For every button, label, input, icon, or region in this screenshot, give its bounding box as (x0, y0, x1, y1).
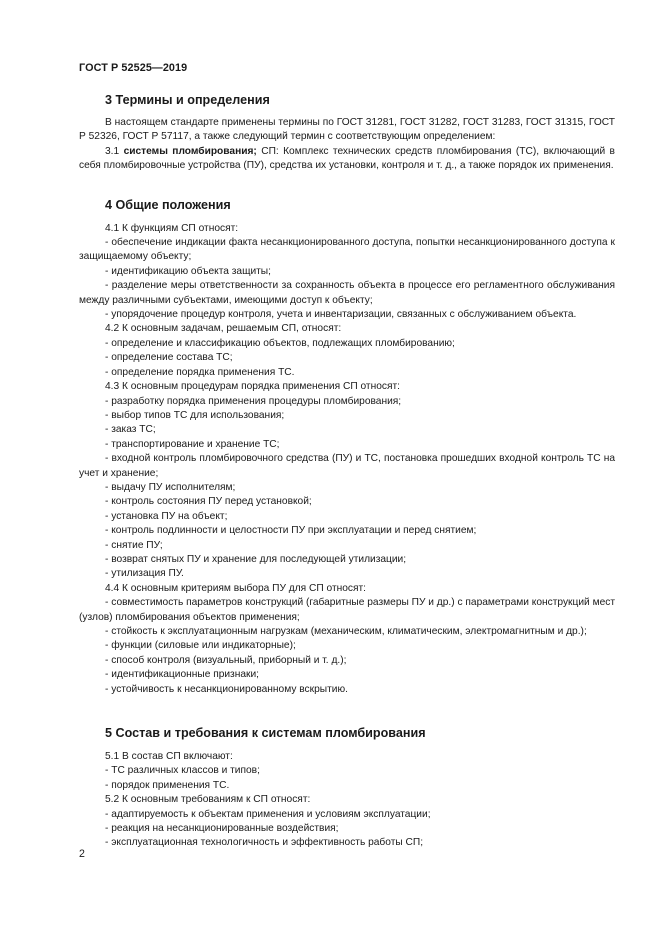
clause-4-3: 4.3 К основным процедурам порядка применения СП относят: (105, 381, 400, 393)
term-3-1 (79, 145, 615, 174)
list-item: - функции (силовые или индикаторные); (105, 640, 296, 652)
list-item: - снятие ПУ; (105, 539, 163, 551)
list-item: - разделение меры ответственности за сохранность объекта в процессе его регламентного обслуживания между различными субъектами, имеющими доступ к объекту; (79, 280, 615, 306)
term-name: системы пломбирования; (123, 145, 257, 157)
list-item: - стойкость к эксплуатационным нагрузкам (механическим, климатическим, электромагнитным и др.); (105, 626, 587, 637)
list-item: - определение и классификацию объектов, подлежащих пломбированию; (105, 337, 455, 349)
list-item: - устойчивость к несанкционированному вскрытию. (105, 683, 348, 695)
list-item: - возврат снятых ПУ и хранение для последующей утилизации; (105, 553, 407, 565)
list-item: - обеспечение индикации факта несанкционированного доступа, попытки несанкционированного доступа к защищаемому объекту; (79, 237, 615, 263)
list-item: - разработку порядка применения процедуры пломбирования; (105, 395, 402, 407)
clause-4-2: 4.2 К основным задачам, решаемым СП, относят: (105, 323, 342, 335)
list-item: - входной контроль пломбировочного средства (ПУ) и ТС, постановка прошедших входной контроль ТС на учет и хранение; (79, 453, 615, 479)
term-definition: СП: Комплекс технических средств пломбирования (ТС), включающий в себя пломбировочные устройства (ПУ), средства их установки, контроля и т. д., а также порядок их применения. (79, 145, 615, 172)
list-item: - утилизация ПУ. (105, 568, 184, 580)
term-number: 3.1 (105, 145, 120, 157)
list-item: - упорядочение процедур контроля, учета и инвентаризации, связанных с обслуживанием объекта. (105, 309, 577, 321)
list-item: - выбор типов ТС для использования; (105, 409, 285, 421)
section-3-heading: 3 Термины и определения (105, 93, 270, 107)
section-5-heading: 5 Состав и требования к системам пломбирования (105, 726, 426, 741)
clause-5-2: 5.2 К основным требованиям к СП относят: (105, 794, 311, 806)
list-item: - эксплуатационная технологичность и эффективность работы СП; (105, 837, 424, 849)
list-item: - контроль состояния ПУ перед установкой; (105, 496, 312, 508)
list-item: - реакция на несанкционированные воздействия; (105, 823, 339, 835)
section-3-intro: В настоящем стандарте применены термины по ГОСТ 31281, ГОСТ 31282, ГОСТ 31283, ГОСТ 31315, ГОСТ Р 52326, ГОСТ Р 57117, а также следующий термин с соответствующим определением: (79, 117, 615, 143)
list-item: - адаптируемость к объектам применения и условиям эксплуатации; (105, 808, 431, 820)
list-item: - совместимость параметров конструкций (габаритные размеры ПУ и др.) с параметрами конструкций мест (узлов) пломбирования объектов применения; (79, 597, 615, 623)
list-item: - транспортирование и хранение ТС; (105, 438, 280, 450)
list-item: - порядок применения ТС. (105, 779, 230, 791)
clause-4-4: 4.4 К основным критериям выбора ПУ для СП относят: (105, 582, 367, 594)
list-item: - определение порядка применения ТС. (105, 366, 295, 378)
list-item: - контроль подлинности и целостности ПУ при эксплуатации и перед снятием; (105, 525, 477, 537)
list-item: - идентификацию объекта защиты; (105, 265, 271, 277)
list-item: - идентификационные признаки; (105, 669, 260, 681)
page-number: 2 (79, 848, 85, 860)
list-item: - способ контроля (визуальный, приборный и т. д.); (105, 654, 347, 666)
list-item: - установка ПУ на объект; (105, 510, 228, 522)
clause-4-1: 4.1 К функциям СП относят: (105, 222, 239, 234)
list-item: - ТС различных классов и типов; (105, 765, 260, 777)
page-content (79, 92, 615, 851)
document-header: ГОСТ Р 52525—2019 (79, 62, 188, 74)
list-item: - определение состава ТС; (105, 352, 233, 364)
clause-5-1: 5.1 В состав СП включают: (105, 751, 233, 763)
list-item: - выдачу ПУ исполнителям; (105, 481, 236, 493)
list-item: - заказ ТС; (105, 424, 156, 436)
section-4-heading: 4 Общие положения (105, 197, 231, 212)
